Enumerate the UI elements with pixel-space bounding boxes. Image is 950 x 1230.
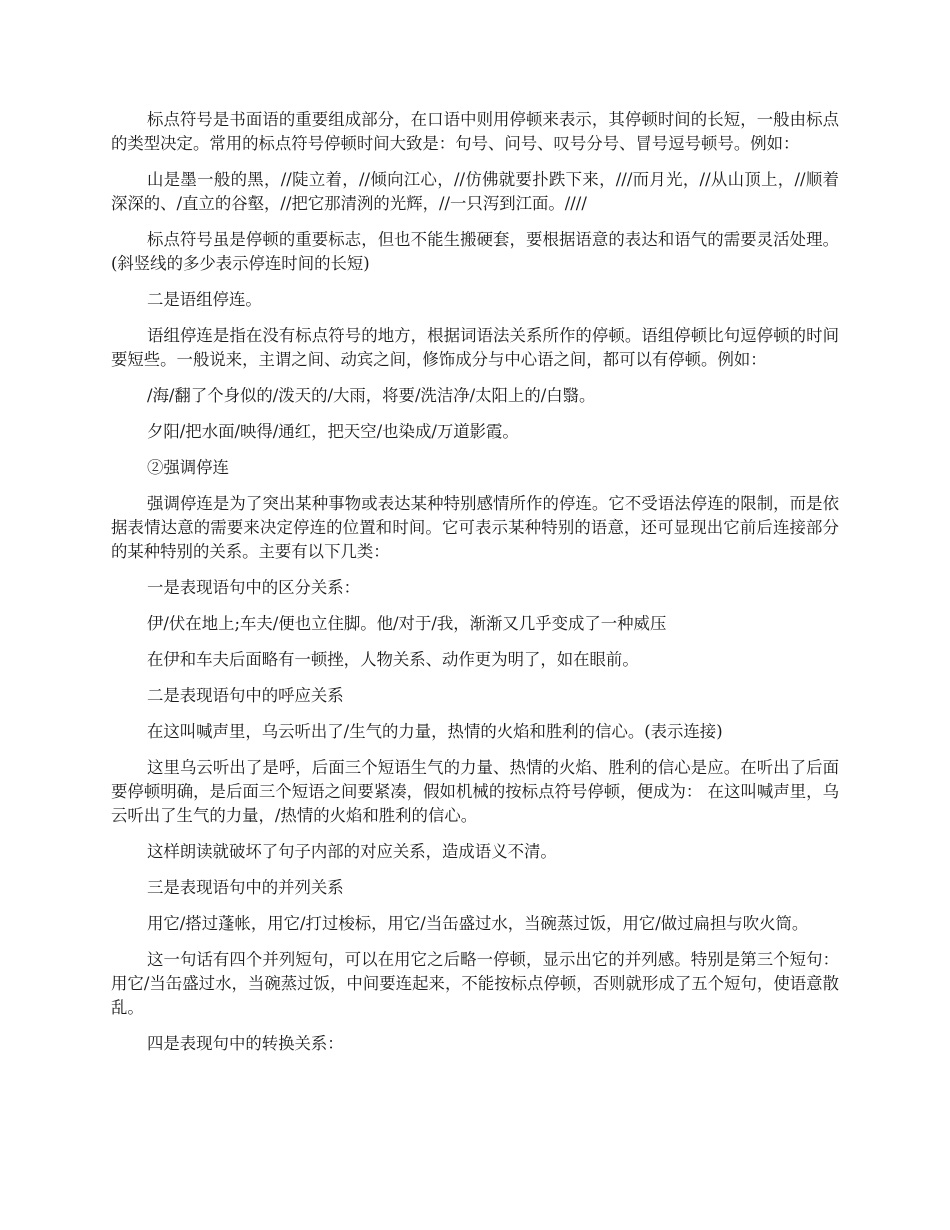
- section-heading: 一是表现语句中的区分关系：: [147, 578, 361, 597]
- paragraph: 标点符号虽是停顿的重要标志，但也不能生搬硬套，要根据语意的表达和语气的需要灵活处理。(斜竖线的多少表示停连时间的长短): [111, 230, 839, 273]
- paragraph: 强调停连是为了突出某种事物或表达某种特别感情所作的停连。它不受语法停连的限制，而是依据表情达意的需要来决定停连的位置和时间。它可表示某种特别的语意，还可显现出它前后连接部分的某种特别的关系。主要有以下几类：: [111, 494, 839, 561]
- document-body: [111, 108, 839, 1068]
- paragraph: 这样朗读就破坏了句子内部的对应关系，造成语义不清。: [147, 842, 557, 861]
- example-sentence: 用它/搭过蓬帐，用它/打过梭标，用它/当缶盛过水，当碗蒸过饭，用它/做过扁担与吹火筒。: [147, 914, 809, 933]
- section-heading: ②强调停连: [147, 458, 229, 477]
- paragraph: 在伊和车夫后面略有一顿挫，人物关系、动作更为明了，如在眼前。: [147, 650, 639, 669]
- example-sentence: 在这叫喊声里，乌云听出了/生气的力量，热情的火焰和胜利的信心。(表示连接): [147, 722, 723, 741]
- paragraph: 语组停连是指在没有标点符号的地方，根据词语法关系所作的停顿。语组停顿比句逗停顿的时间要短些。一般说来，主谓之间、动宾之间，修饰成分与中心语之间，都可以有停顿。例如：: [111, 326, 839, 369]
- paragraph: 这里乌云听出了是呼，后面三个短语生气的力量、热情的火焰、胜利的信心是应。在听出了后面要停顿明确，是后面三个短语之间要紧凑，假如机械的按标点符号停顿，便成为： 在这叫喊声里，乌云听出了生气的力量，/热情的火焰和胜利的信心。: [111, 758, 839, 825]
- section-heading: 三是表现语句中的并列关系: [147, 878, 344, 897]
- example-sentence: /海/翻了个身似的/泼天的/大雨，将要/洗洁净/太阳上的/白翳。: [147, 386, 596, 405]
- section-heading: 二是表现语句中的呼应关系: [147, 686, 344, 705]
- paragraph: 标点符号是书面语的重要组成部分，在口语中则用停顿来表示，其停顿时间的长短，一般由标点的类型决定。常用的标点符号停顿时间大致是：句号、问号、叹号分号、冒号逗号顿号。例如：: [111, 110, 839, 153]
- example-sentence: 伊/伏在地上;车夫/便也立住脚。他/对于/我，渐渐又几乎变成了一种威压: [147, 614, 667, 633]
- section-heading: 四是表现句中的转换关系：: [147, 1034, 344, 1053]
- section-heading: 二是语组停连。: [147, 290, 262, 309]
- paragraph: 这一句话有四个并列短句，可以在用它之后略一停顿，显示出它的并列感。特别是第三个短句：用它/当缶盛过水，当碗蒸过饭，中间要连起来，不能按标点停顿，否则就形成了五个短句，使语意散乱。: [111, 950, 839, 1017]
- example-sentence: 夕阳/把水面/映得/通红，把天空/也染成/万道影霞。: [147, 422, 519, 441]
- paragraph: 山是墨一般的黑，//陡立着，//倾向江心，//仿佛就要扑跌下来，///而月光，//从山顶上，//顺着深深的、/直立的谷壑，//把它那清洌的光辉，//一只泻到江面。////: [111, 170, 839, 213]
